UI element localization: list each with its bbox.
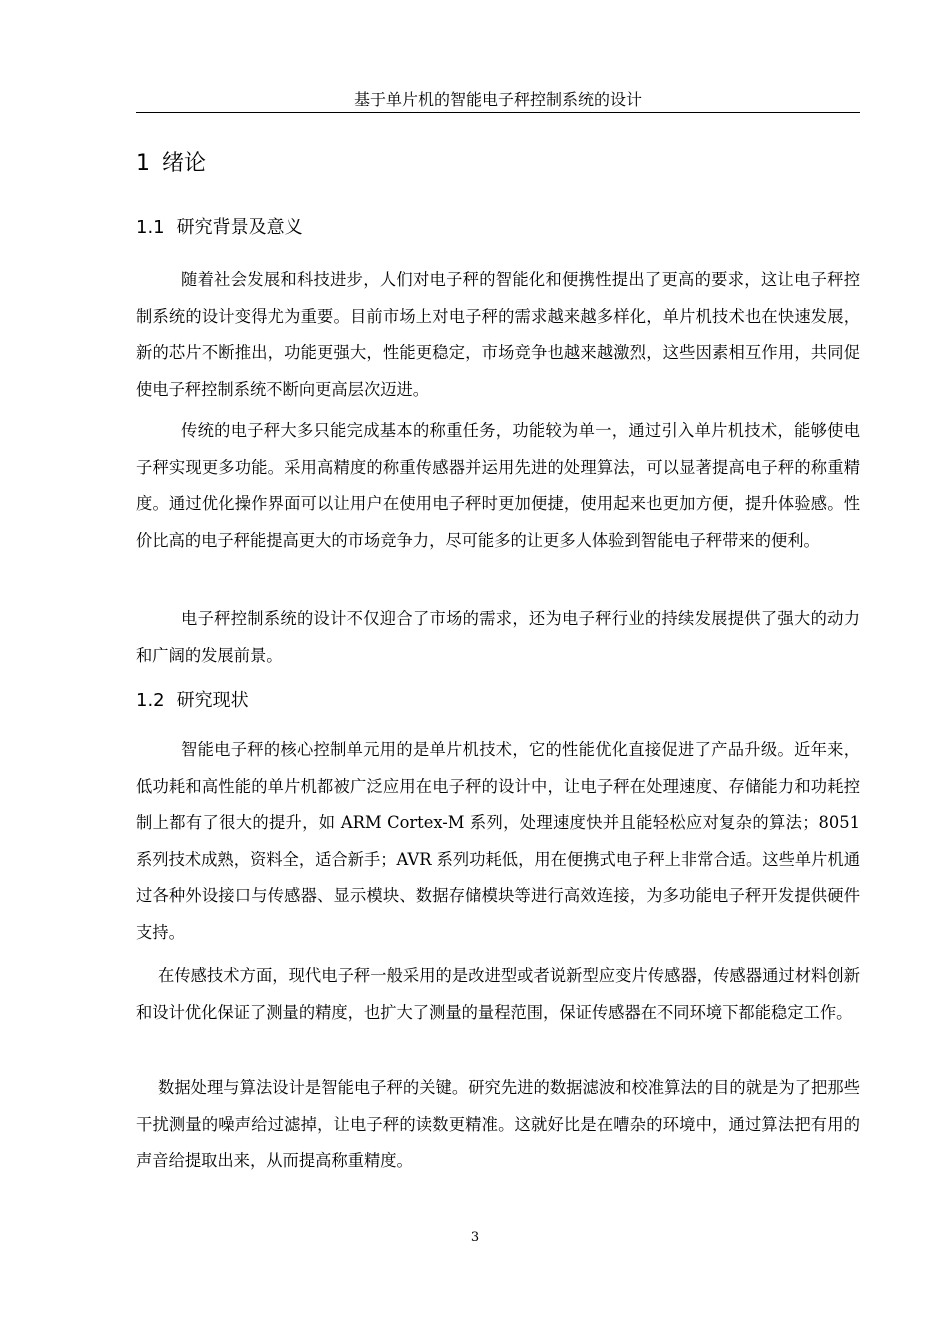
paragraph: 在传感技术方面，现代电子秤一般采用的是改进型或者说新型应变片传感器，传感器通过材料创新和设计优化保证了测量的精度，也扩大了测量的量程范围，保证传感器在不同环境下都能稳定工作。: [136, 966, 860, 1022]
section-title: 研究背景及意义: [176, 217, 303, 238]
section-title: 研究现状: [176, 690, 249, 711]
running-header-title: 基于单片机的智能电子秤控制系统的设计: [353, 90, 642, 109]
running-header: [136, 90, 860, 113]
paragraph: 传统的电子秤大多只能完成基本的称重任务，功能较为单一，通过引入单片机技术，能够使电子秤实现更多功能。采用高精度的称重传感器并运用先进的处理算法，可以显著提高电子秤的称重精度。通过优化操作界面可以让用户在使用电子秤时更加便捷，使用起来也更加方便，提升体验感。性价比高的电子秤能提高更大的市场竞争力，尽可能多的让更多人体验到智能电子秤带来的便利。: [136, 421, 860, 550]
paragraph: 数据处理与算法设计是智能电子秤的关键。研究先进的数据滤波和校准算法的目的就是为了把那些干扰测量的噪声给过滤掉，让电子秤的读数更精准。这就好比是在嘈杂的环境中，通过算法把有用的声音给提取出来，从而提高称重精度。: [136, 1078, 860, 1171]
paragraph: 智能电子秤的核心控制单元用的是单片机技术，它的性能优化直接促进了产品升级。近年来，低功耗和高性能的单片机都被广泛应用在电子秤的设计中，让电子秤在处理速度、存储能力和功耗控制上都有了很大的提升，如 ARM Cortex-M 系列，处理速度快并且能轻松应对复杂的算法；8051 系列技术成熟，资料全，适合新手；AVR 系列功耗低，用在便携式电子秤上非常合适。这些单片机通过各种外设接口与传感器、显示模块、数据存储模块等进行高效连接，为多功能电子秤开发提供硬件支持。: [136, 740, 860, 942]
chapter-title: 绪论: [162, 151, 207, 176]
paragraph: 随着社会发展和科技进步，人们对电子秤的智能化和便携性提出了更高的要求，这让电子秤控制系统的设计变得尤为重要。目前市场上对电子秤的需求越来越多样化，单片机技术也在快速发展，新的芯片不断推出，功能更强大，性能更稳定，市场竞争也越来越激烈，这些因素相互作用，共同促使电子秤控制系统不断向更高层次迈进。: [136, 270, 860, 399]
section-number: 1.2: [136, 690, 165, 711]
paragraph: 电子秤控制系统的设计不仅迎合了市场的需求，还为电子秤行业的持续发展提供了强大的动力和广阔的发展前景。: [136, 609, 860, 665]
section-number: 1.1: [136, 217, 165, 238]
chapter-number: 1: [136, 151, 150, 176]
chapter-heading: [136, 150, 206, 178]
section-heading-1-2: [136, 689, 249, 713]
page-number: 3: [470, 1230, 480, 1245]
section-heading-1-1: [136, 216, 303, 240]
